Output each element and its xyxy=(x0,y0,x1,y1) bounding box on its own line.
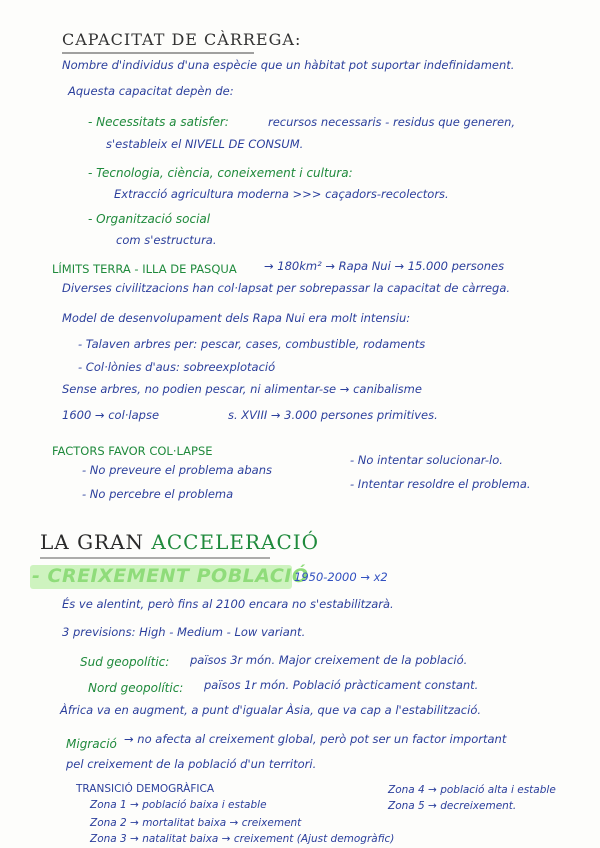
limits-line-6b: s. XVIII → 3.000 persones primitives. xyxy=(228,408,438,422)
bullet-tecnologia-cont: Extracció agricultura moderna >>> caçadors-recolectors. xyxy=(114,187,449,201)
migracio-label: Migració xyxy=(66,737,117,751)
sud-text: països 3r món. Major creixement de la població. xyxy=(190,653,468,667)
creixement-heading: - CREIXEMENT POBLACIÓ xyxy=(32,565,309,587)
zona-4: Zona 4 → població alta i estable xyxy=(388,784,556,796)
sud-label: Sud geopolític: xyxy=(80,655,170,669)
zona-3: Zona 3 → natalitat baixa → creixement (Ajust demogràfic) xyxy=(90,833,395,845)
africa-line: Àfrica va en augment, a punt d'igualar Àsia, que va cap a l'estabilització. xyxy=(60,703,482,717)
limits-line-3: - Talaven arbres per: pescar, cases, combustible, rodaments xyxy=(78,337,426,351)
transicio-heading: TRANSICIÓ DEMOGRÀFICA xyxy=(76,783,214,795)
limits-heading-tail: → 180km² → Rapa Nui → 15.000 persones xyxy=(264,259,505,273)
migracio-text: → no afecta al creixement global, però pot ser un factor important xyxy=(124,732,507,746)
limits-line-4: - Col·lònies d'aus: sobreexplotació xyxy=(78,360,276,374)
bullet-organitzacio-cont: com s'estructura. xyxy=(116,233,217,247)
nord-text: països 1r món. Població pràcticament constant. xyxy=(204,678,479,692)
creixement-tail: 1950-2000 → x2 xyxy=(294,570,388,584)
bullet-necessitats: - Necessitats a satisfer: xyxy=(88,115,229,129)
limits-line-6a: 1600 → col·lapse xyxy=(62,408,160,422)
limits-line-2: Model de desenvolupament dels Rapa Nui era molt intensiu: xyxy=(62,311,411,325)
migracio-cont: pel creixement de la població d'un territori. xyxy=(66,757,317,771)
acceleracio-line-2: 3 previsions: High - Medium - Low variant. xyxy=(62,625,306,639)
acceleracio-title-b: ACCELERACIÓ xyxy=(151,530,320,554)
factors-col1-b: - No percebre el problema xyxy=(82,487,234,501)
nord-label: Nord geopolític: xyxy=(88,681,184,695)
bullet-necessitats-cont: s'estableix el NIVELL DE CONSUM. xyxy=(106,137,304,151)
acceleracio-title xyxy=(40,532,319,552)
limits-heading: LÍMITS TERRA - ILLA DE PASQUA xyxy=(52,262,237,276)
title-underline xyxy=(62,52,254,54)
capacitat-title: CAPACITAT DE CÀRREGA: xyxy=(62,30,302,49)
acceleracio-line-1: És ve alentint, però fins al 2100 encara no s'estabilitzarà. xyxy=(62,597,394,611)
zona-5: Zona 5 → decreixement. xyxy=(388,800,517,812)
acceleracio-underline xyxy=(40,557,270,559)
bullet-tecnologia: - Tecnologia, ciència, coneixement i cultura: xyxy=(88,166,353,180)
factors-heading: FACTORS FAVOR COL·LAPSE xyxy=(52,444,213,458)
bullet-organitzacio: - Organització social xyxy=(88,212,211,226)
capacitat-definition: Nombre d'individus d'una espècie que un hàbitat pot suportar indefinidament. xyxy=(62,58,515,72)
factors-col1-a: - No preveure el problema abans xyxy=(82,463,272,477)
limits-line-1: Diverses civilitzacions han col·lapsat per sobrepassar la capacitat de càrrega. xyxy=(62,281,511,295)
limits-line-5: Sense arbres, no podien pescar, ni alimentar-se → canibalisme xyxy=(62,382,422,396)
factors-col2-b: - Intentar resoldre el problema. xyxy=(350,477,531,491)
factors-col2-a: - No intentar solucionar-lo. xyxy=(350,453,503,467)
capacitat-depends: Aquesta capacitat depèn de: xyxy=(68,84,234,98)
bullet-necessitats-text: recursos necessaris - residus que generen, xyxy=(268,115,516,129)
zona-1: Zona 1 → població baixa i estable xyxy=(90,799,267,811)
zona-2: Zona 2 → mortalitat baixa → creixement xyxy=(90,817,302,829)
acceleracio-title-a: LA GRAN xyxy=(40,530,152,554)
